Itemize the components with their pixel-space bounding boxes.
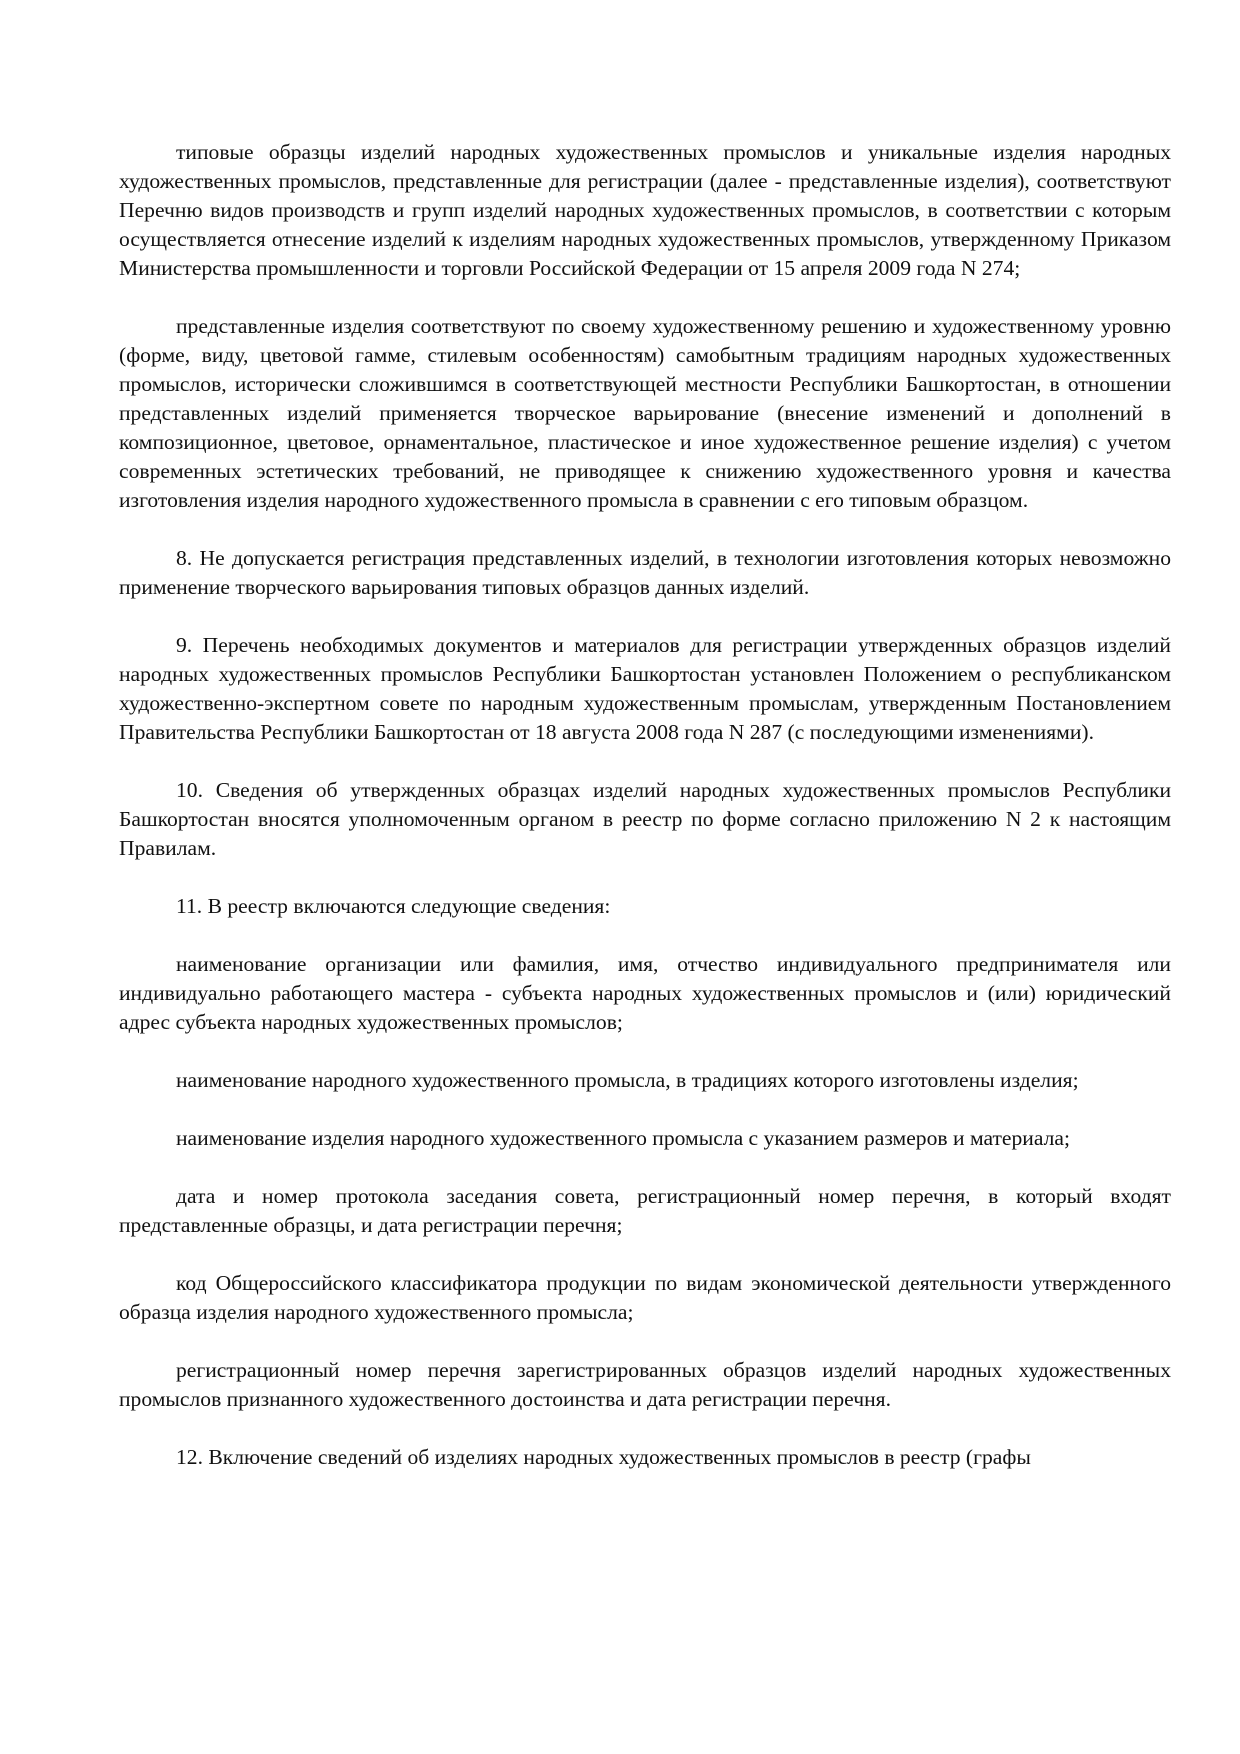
- list-item-registration-number: регистрационный номер перечня зарегистрированных образцов изделий народных художественных промыслов признанного художественного достоинства и дата регистрации перечня.: [119, 1358, 1171, 1411]
- document-page: [119, 138, 1171, 1472]
- paragraph-artistic-conformity: представленные изделия соответствуют по своему художественному решению и художественному уровню (форме, виду, цветовой гамме, стилевым особенностям) самобытным традициям народных художественных промыслов, исторически сложившимся в соответствующей местности Республики Башкортостан, в отношении представленных изделий применяется творческое варьирование (внесение изменений и дополнений в композиционное, цветовое, орнаментальное, пластическое и иное художественное решение изделия) с учетом современных эстетических требований, не приводящее к снижению художественного уровня и качества изготовления изделия народного художественного промысла в сравнении с его типовым образцом.: [119, 314, 1171, 512]
- paragraph-typical-samples: типовые образцы изделий народных художественных промыслов и уникальные изделия народных художественных промыслов, представленные для регистрации (далее - представленные изделия), соответствуют Перечню видов производств и групп изделий народных художественных промыслов, в соответствии с которым осуществляется отнесение изделий к изделиям народных художественных промыслов, утвержденному Приказом Министерства промышленности и торговли Российской Федерации от 15 апреля 2009 года N 274;: [119, 140, 1171, 280]
- paragraph-clause-9: 9. Перечень необходимых документов и материалов для регистрации утвержденных образцов изделий народных художественных промыслов Республики Башкортостан установлен Положением о республиканском художественно-экспертном совете по народным художественным промыслам, утвержденным Постановлением Правительства Республики Башкортостан от 18 августа 2008 года N 287 (с последующими изменениями).: [119, 633, 1171, 744]
- paragraph-clause-8: 8. Не допускается регистрация представленных изделий, в технологии изготовления которых невозможно применение творческого варьирования типовых образцов данных изделий.: [119, 546, 1171, 599]
- list-item-classifier-code: код Общероссийского классификатора продукции по видам экономической деятельности утвержденного образца изделия народного художественного промысла;: [119, 1271, 1171, 1324]
- list-item-craft-name: наименование народного художественного промысла, в традициях которого изготовлены изделия;: [176, 1068, 1079, 1092]
- paragraph-clause-10: 10. Сведения об утвержденных образцах изделий народных художественных промыслов Республики Башкортостан вносятся уполномоченным органом в реестр по форме согласно приложению N 2 к настоящим Правилам.: [119, 778, 1171, 860]
- paragraph-clause-11: 11. В реестр включаются следующие сведения:: [176, 894, 611, 918]
- list-item-protocol-date-number: дата и номер протокола заседания совета, регистрационный номер перечня, в который входят представленные образцы, и дата регистрации перечня;: [119, 1184, 1171, 1237]
- list-item-organization-name: наименование организации или фамилия, имя, отчество индивидуального предпринимателя или индивидуально работающего мастера - субъекта народных художественных промыслов и (или) юридический адрес субъекта народных художественных промыслов;: [119, 952, 1171, 1034]
- list-item-product-name: наименование изделия народного художественного промысла с указанием размеров и материала;: [176, 1126, 1070, 1150]
- paragraph-clause-12: 12. Включение сведений об изделиях народных художественных промыслов в реестр (графы: [176, 1445, 1031, 1469]
